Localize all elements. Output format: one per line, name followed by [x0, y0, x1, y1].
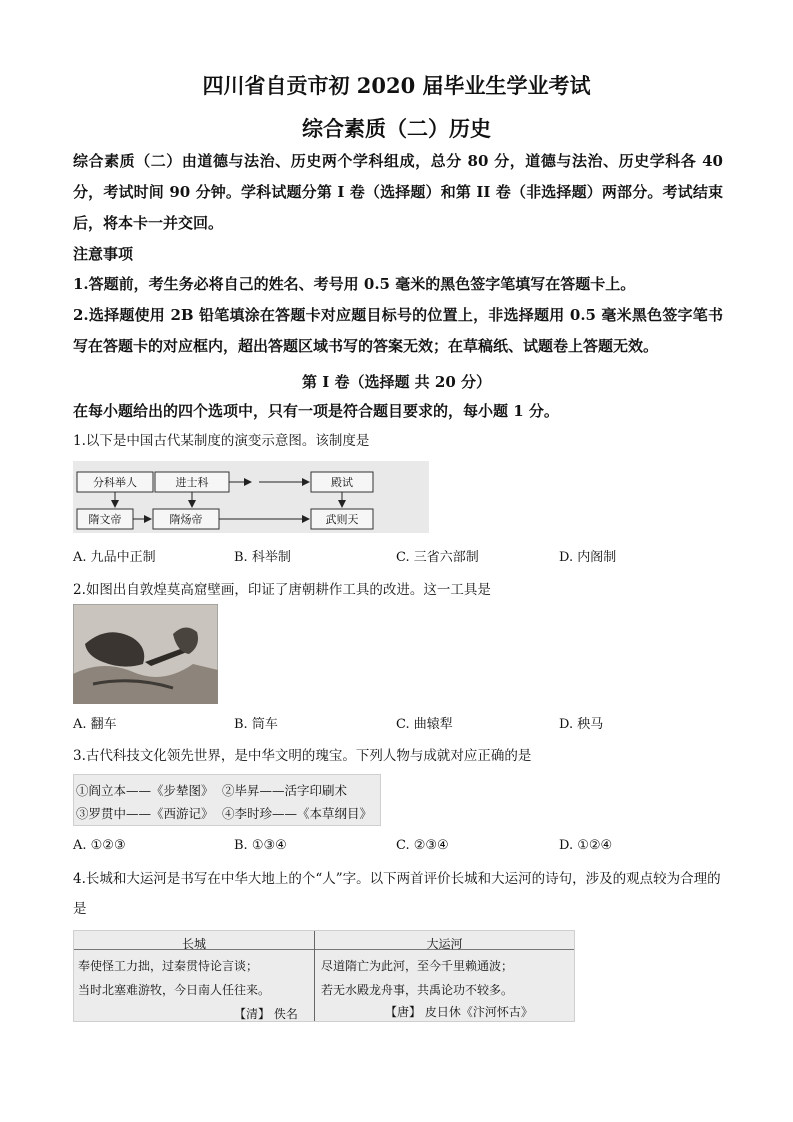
q3-item-2: ②毕昇——活字印刷术	[222, 783, 348, 798]
q4-right-source: 【唐】 皮日休《汴河怀古》	[385, 1005, 533, 1019]
q3-option-a: A. ①②③	[73, 838, 126, 853]
q3-stem: 3.古代科技文化领先世界，是中华文明的瑰宝。下列人物与成就对应正确的是	[73, 748, 532, 764]
q1-option-c: C. 三省六部制	[396, 550, 479, 565]
q4-left-cell	[74, 931, 315, 1021]
q2-option-a: A. 翻车	[73, 717, 117, 732]
box4-label: 隋文帝	[88, 513, 122, 526]
q1-diagram	[73, 461, 429, 533]
q3-item-3: ③罗贯中——《西游记》	[76, 806, 214, 821]
q2-option-c: C. 曲辕犁	[396, 717, 453, 732]
box6-label: 武则天	[325, 513, 359, 526]
box3-label: 殿试	[331, 476, 353, 489]
dunhuang-mural-image	[73, 604, 218, 704]
q3-option-d: D. ①②④	[559, 838, 613, 853]
q1-option-b: B. 科举制	[234, 550, 291, 565]
exam-title: 四川省自贡市初 2020 届毕业生学业考试	[202, 73, 591, 98]
q4-left-divider	[74, 949, 314, 950]
note-2: 2.选择题使用 2B 铅笔填涂在答题卡对应题目标号的位置上，非选择题用 0.5 毫米黑色签字笔书写在答题卡的对应框内，超出答题区域书写的答案无效；在草稿纸、试题卷上答题无效。	[73, 306, 723, 355]
q4-right-line-2: 若无水殿龙舟事，共禹论功不较多。	[321, 983, 514, 997]
q1-stem: 1.以下是中国古代某制度的演变示意图。该制度是	[73, 433, 370, 449]
q3-option-c: C. ②③④	[396, 838, 449, 853]
section-title: 第 I 卷（选择题 共 20 分）	[301, 373, 491, 391]
q3-item-4: ④李时珍——《本草纲目》	[222, 806, 373, 821]
q1-option-a: A. 九品中正制	[73, 550, 156, 565]
q1-option-d: D. 内阁制	[559, 550, 617, 565]
q4-right-line-1: 尽道隋亡为此河，至今千里赖通波；	[321, 959, 514, 973]
q3-option-b: B. ①③④	[234, 838, 287, 853]
section-instruction: 在每小题给出的四个选项中，只有一项是符合题目要求的，每小题 1 分。	[73, 402, 559, 420]
q4-left-line-1: 奉使怪工力拙，过秦贯恃论言谈；	[78, 959, 259, 973]
q2-option-d: D. 秧马	[559, 717, 604, 732]
q4-left-line-2: 当时北塞难游牧，今日南人任往来。	[78, 983, 271, 997]
q2-option-b: B. 筒车	[234, 717, 278, 732]
q4-stem: 4.长城和大运河是书写在中华大地上的个“人”字。以下两首评价长城和大运河的诗句，涉及的观点较为合理的是	[73, 871, 721, 917]
q4-left-head: 长城	[181, 937, 206, 951]
box2-label: 进士科	[175, 476, 209, 489]
note-1: 1.答题前，考生务必将自己的姓名、考号用 0.5 毫米的黑色签字笔填写在答题卡上。	[73, 275, 636, 293]
q3-items-box	[73, 774, 381, 826]
q4-right-head: 大运河	[426, 937, 463, 951]
intro-paragraph: 综合素质（二）由道德与法治、历史两个学科组成，总分 80 分，道德与法治、历史学科各 40 分，考试时间 90 分钟。学科试题分第 I 卷（选择题）和第 II 卷（非选择题）两部分。考试结束后，将本卡一并交回。	[73, 152, 723, 232]
exam-subtitle: 综合素质（二）历史	[302, 116, 491, 141]
box5-label: 隋炀帝	[169, 513, 203, 526]
q4-poems-table	[73, 930, 575, 1022]
q2-stem: 2.如图出自敦煌莫高窟壁画，印证了唐朝耕作工具的改进。这一工具是	[73, 582, 491, 598]
q4-right-cell	[315, 931, 574, 1021]
box1-label: 分科举人	[93, 476, 137, 489]
q3-item-1: ①阎立本——《步辇图》	[76, 783, 214, 798]
notes-heading: 注意事项	[73, 245, 134, 263]
q4-right-divider	[315, 949, 574, 950]
q4-left-source: 【清】 佚名	[234, 1007, 298, 1021]
